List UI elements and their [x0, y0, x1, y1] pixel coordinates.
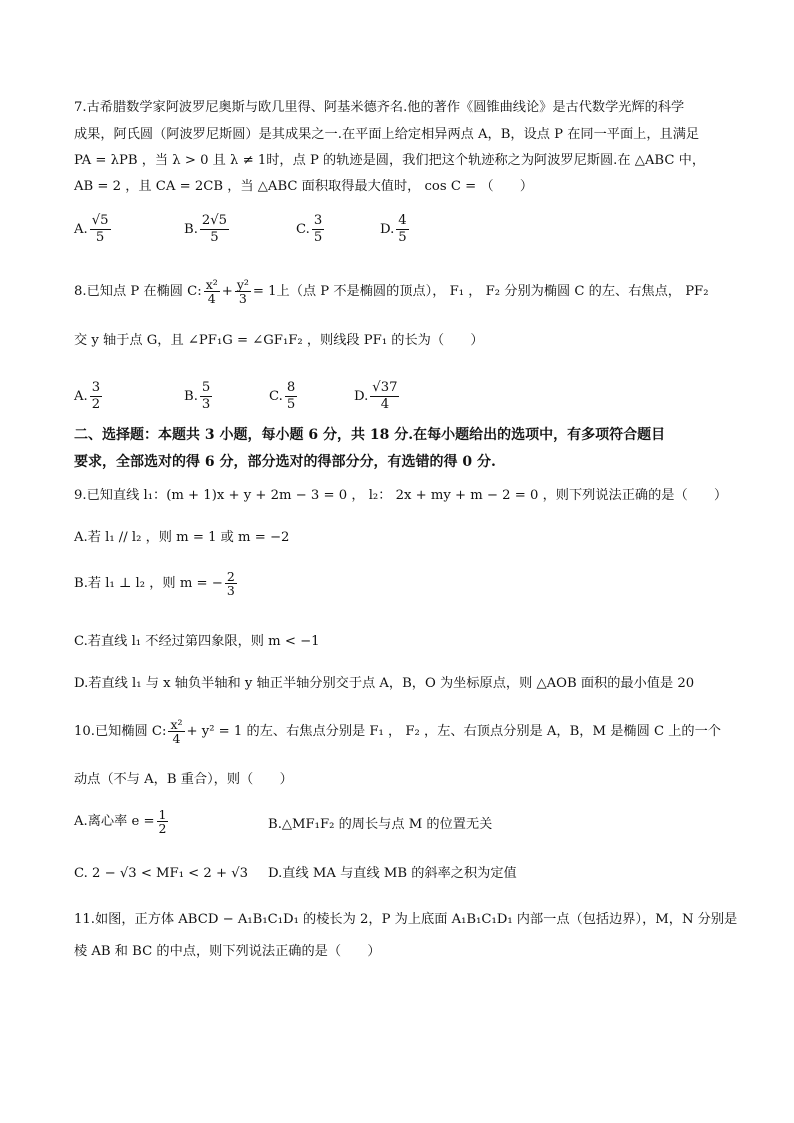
q10-option-c: C. 2 − √3 < MF₁ < 2 + √3: [74, 866, 249, 881]
q8-option-b: B. $\frac{5}{3}$: [184, 379, 211, 412]
q8-options: [74, 374, 474, 418]
q9-option-c: C.若直线 l₁ 不经过第四象限，则 m < −1: [74, 634, 320, 649]
q10-option-b: B.△MF₁F₂ 的周长与点 M 的位置无关: [268, 817, 493, 832]
q7-stem-line-2: 成果，阿氏圆（阿波罗尼斯圆）是其成果之一.在平面上给定相异两点 A，B，设点 P 在同一平面上，且满足: [74, 127, 700, 142]
q9-option-a: A.若 l₁ // l₂ ，则 m = 1 或 m = −2: [74, 530, 290, 545]
q8-option-c: C. $\frac{8}{5}$: [269, 379, 296, 412]
q9-stem: 9.已知直线 l₁：(m + 1)x + y + 2m − 3 = 0 ， l₂： 2x + my + m − 2 = 0 ，则下列说法正确的是（ ）: [74, 488, 728, 503]
q8-option-d: D. $\frac{√37}{4}$: [354, 379, 398, 412]
q7-options: [74, 207, 474, 251]
q8-stem-line-2: 交 y 轴于点 G，且 ∠PF₁G = ∠GF₁F₂ ，则线段 PF₁ 的长为（ ）: [74, 333, 484, 348]
q7-option-b: B. $\frac{2√5}{5}$: [184, 212, 228, 245]
q10-stem-line-2: 动点（不与 A，B 重合），则（ ）: [74, 772, 293, 787]
q9-option-b: B.若 l₁ ⊥ l₂ ，则 m = − $\frac{2}{3}$: [74, 569, 235, 599]
q9-option-d: D.若直线 l₁ 与 x 轴负半轴和 y 轴正半轴分别交于点 A，B，O 为坐标原点，则 △AOB 面积的最小值是 20: [74, 676, 695, 691]
q7-stem-line-4: AB = 2 ，且 CA = 2CB ，当 △ABC 面积取得最大值时， cos C = （ ）: [74, 179, 534, 194]
q8-option-a: A. $\frac{3}{2}$: [74, 379, 101, 412]
q10-option-d: D.直线 MA 与直线 MB 的斜率之积为定值: [268, 866, 517, 881]
q10-option-a: A.离心率 e = $\frac{1}{2}$: [74, 807, 167, 837]
q7-option-a: A. $\frac{√5}{5}$: [74, 212, 109, 245]
q7-option-c: C. $\frac{3}{5}$: [296, 212, 323, 245]
q7-stem-line-3: PA = λPB ，当 λ > 0 且 λ ≠ 1时，点 P 的轨迹是圆，我们把这个轨迹称之为阿波罗尼斯圆.在 △ABC 中，: [74, 153, 706, 168]
q7-stem-line-1: 7.古希腊数学家阿波罗尼奥斯与欧几里得、阿基米德齐名.他的著作《圆锥曲线论》是古代数学光辉的科学: [74, 100, 685, 115]
q7-option-d: D. $\frac{4}{5}$: [380, 212, 407, 245]
q10-stem-line-1: 10.已知椭圆 C: $\frac{\text{x²}}{4}$ + y² = 1 的左、右焦点分别是 F₁ ， F₂ ，左、右顶点分别是 A，B，M 是椭圆 C 上的一个: [74, 717, 721, 747]
section-2-heading-line-1: 二、选择题：本题共 3 小题，每小题 6 分，共 18 分.在每小题给出的选项中，有多项符合题目: [74, 427, 666, 443]
q11-stem-line-1: 11.如图，正方体 ABCD − A₁B₁C₁D₁ 的棱长为 2，P 为上底面 A₁B₁C₁D₁ 内部一点（包括边界），M，N 分别是: [74, 912, 738, 927]
q8-stem-line-1: 8.已知点 P 在椭圆 C: $\frac{\text{x²}}{4}$ + $\frac{\text{y²}}{3}$ = 1上（点 P 不是椭圆的顶点）， F₁ ， F₂ 分别为椭圆 C 的左、右焦点， PF₂: [74, 277, 709, 307]
section-2-heading-line-2: 要求，全部选对的得 6 分，部分选对的得部分分，有选错的得 0 分.: [74, 454, 496, 470]
q11-stem-line-2: 棱 AB 和 BC 的中点，则下列说法正确的是（ ）: [74, 944, 381, 959]
